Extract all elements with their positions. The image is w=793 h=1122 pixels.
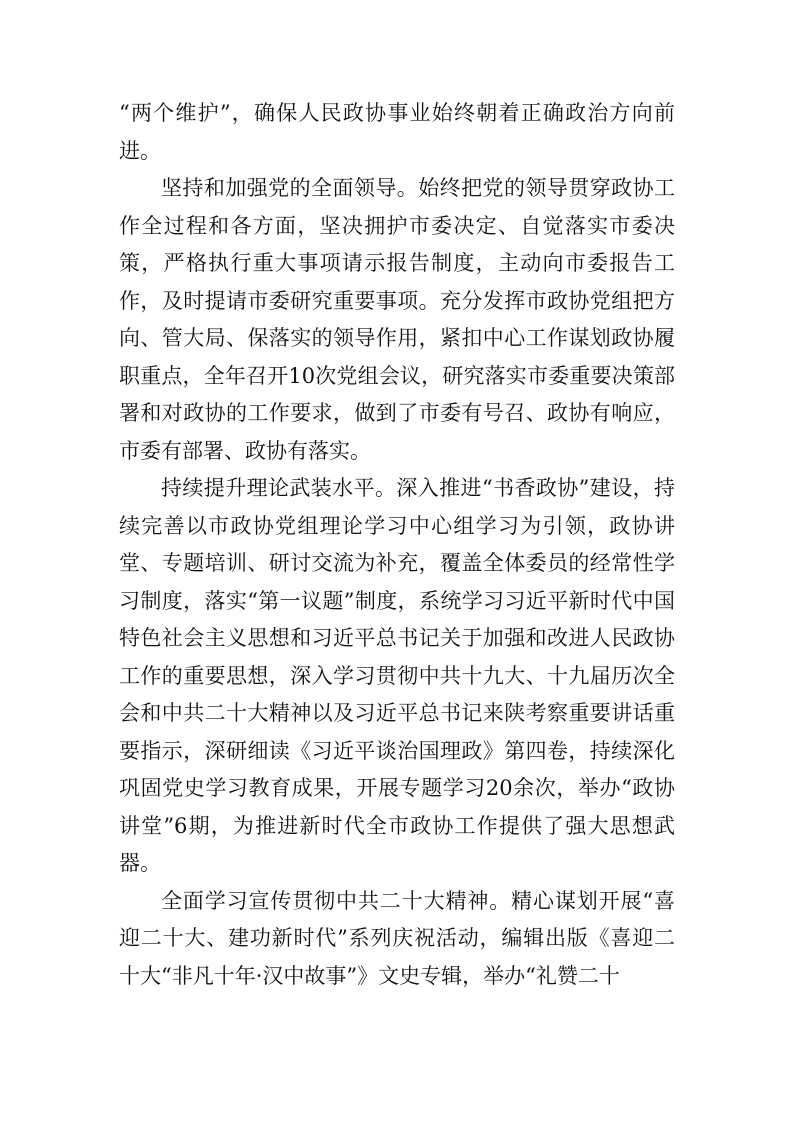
paragraph-continuation: “两个维护”，确保人民政协事业始终朝着正确政治方向前进。 xyxy=(119,101,675,163)
document-page xyxy=(119,95,675,995)
paragraph-theory-study: 持续提升理论武装水平。深入推进“书香政协”建设，持续完善以市政协党组理论学习中心组学习为引领，政协讲堂、专题培训、研讨交流为补充，覆盖全体委员的经常性学习制度，落实“第一议题”制度，系统学习习近平新时代中国特色社会主义思想和习近平总书记关于加强和改进人民政协工作的重要思想，深入学习贯彻中共十九大、十九届历次全会和中共二十大精神以及习近平总书记来陕考察重要讲话重要指示，深研细读《习近平谈治国理政》第四卷，持续深化巩固党史学习教育成果，开展专题学习20余次，举办“政协讲堂”6期，为推进新时代全市政协工作提供了强大思想武器。 xyxy=(119,476,675,875)
paragraph-party-leadership: 坚持和加强党的全面领导。始终把党的领导贯穿政协工作全过程和各方面，坚决拥护市委决定、自觉落实市委决策，严格执行重大事项请示报告制度，主动向市委报告工作，及时提请市委研究重要事项。充分发挥市政协党组把方向、管大局、保落实的领导作用，紧扣中心工作谋划政协履职重点，全年召开10次党组会议，研究落实市委重要决策部署和对政协的工作要求，做到了市委有号召、政协有响应，市委有部署、政协有落实。 xyxy=(119,176,675,463)
paragraph-twentieth-congress: 全面学习宣传贯彻中共二十大精神。精心谋划开展“喜迎二十大、建功新时代”系列庆祝活动，编辑出版《喜迎二十大“非凡十年·汉中故事”》文史专辑，举办“礼赞二十 xyxy=(119,888,675,988)
